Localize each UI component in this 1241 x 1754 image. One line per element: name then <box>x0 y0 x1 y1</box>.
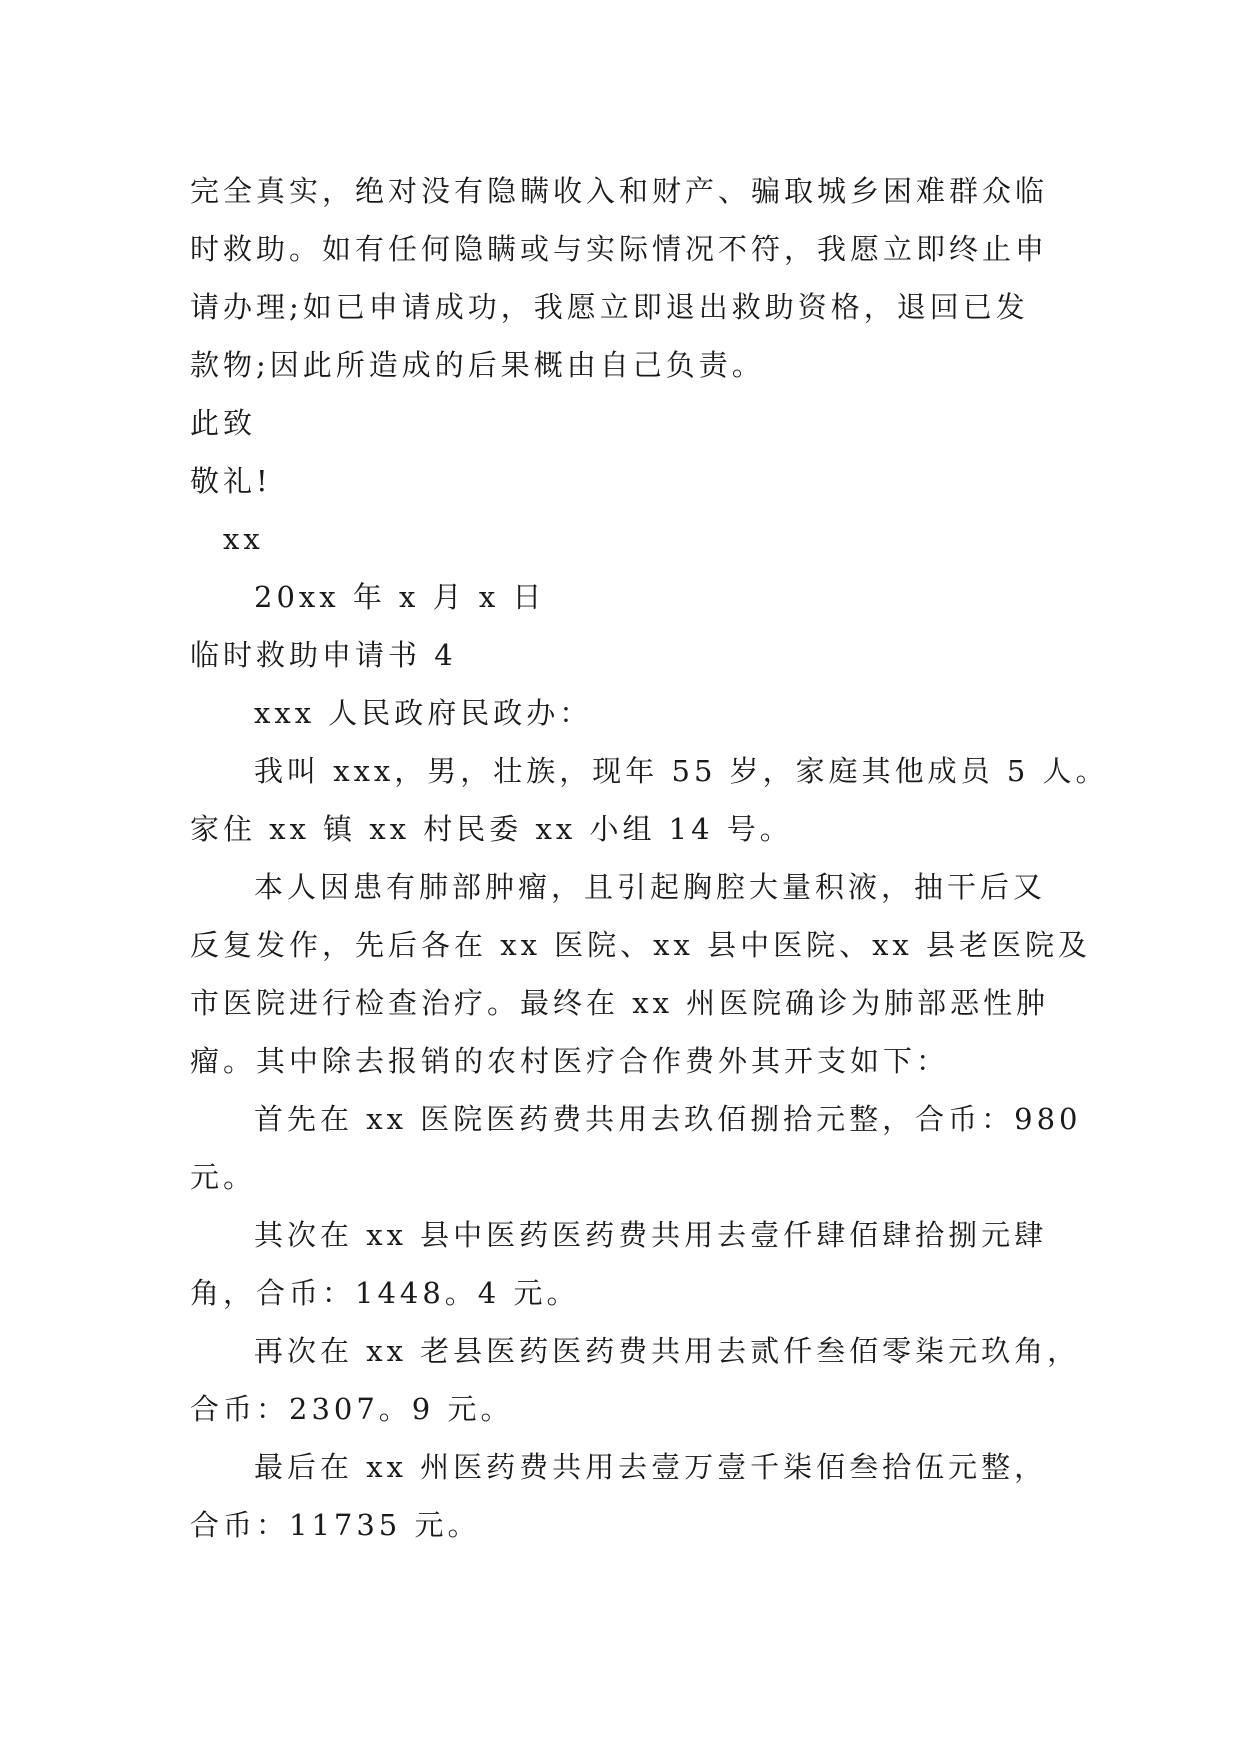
text-line: 家住 xx 镇 xx 村民委 xx 小组 14 号。 <box>190 812 793 846</box>
text-line: 其次在 xx 县中医药医药费共用去壹仟肆佰肆拾捌元肆 <box>254 1218 1048 1252</box>
closing-regards: 敬礼! <box>190 464 272 498</box>
text-line: 请办理;如已申请成功，我愿立即退出救助资格，退回已发 <box>190 290 1029 324</box>
text-line: 本人因患有肺部肿瘤，且引起胸腔大量积液，抽干后又 <box>254 870 1047 904</box>
text-line: 市医院进行检查治疗。最终在 xx 州医院确诊为肺部恶性肿 <box>190 986 1050 1020</box>
closing-salutation: 此致 <box>190 406 257 440</box>
text-line: 角，合币：1448。4 元。 <box>190 1276 580 1310</box>
recipient-line: xxx 人民政府民政办： <box>254 696 593 730</box>
text-line: 款物;因此所造成的后果概由自己负责。 <box>190 348 765 382</box>
text-line: 时救助。如有任何隐瞒或与实际情况不符，我愿立即终止申 <box>190 232 1049 266</box>
document-body <box>190 162 1109 1554</box>
text-line: 最后在 xx 州医药费共用去壹万壹千柒佰叁拾伍元整， <box>254 1450 1048 1484</box>
text-line: 合币：2307。9 元。 <box>190 1392 514 1426</box>
signature-name: xx <box>223 522 264 556</box>
text-line: 瘤。其中除去报销的农村医疗合作费外其开支如下： <box>190 1044 950 1078</box>
text-line: 元。 <box>190 1160 257 1194</box>
section-title: 临时救助申请书 4 <box>190 638 457 672</box>
text-line: 首先在 xx 医院医药费共用去玖佰捌拾元整，合币：980 <box>254 1102 1082 1136</box>
text-line: 完全真实，绝对没有隐瞒收入和财产、骗取城乡困难群众临 <box>190 174 1049 208</box>
text-line: 我叫 xxx，男，壮族，现年 55 岁，家庭其他成员 5 人。 <box>254 754 1109 788</box>
text-line: 合币：11735 元。 <box>190 1508 481 1542</box>
signature-date: 20xx 年 x 月 x 日 <box>254 580 546 614</box>
text-line: 再次在 xx 老县医药医药费共用去贰仟叁佰零柒元玖角， <box>254 1334 1081 1368</box>
text-line: 反复发作，先后各在 xx 医院、xx 县中医院、xx 县老医院及 <box>190 928 1092 962</box>
